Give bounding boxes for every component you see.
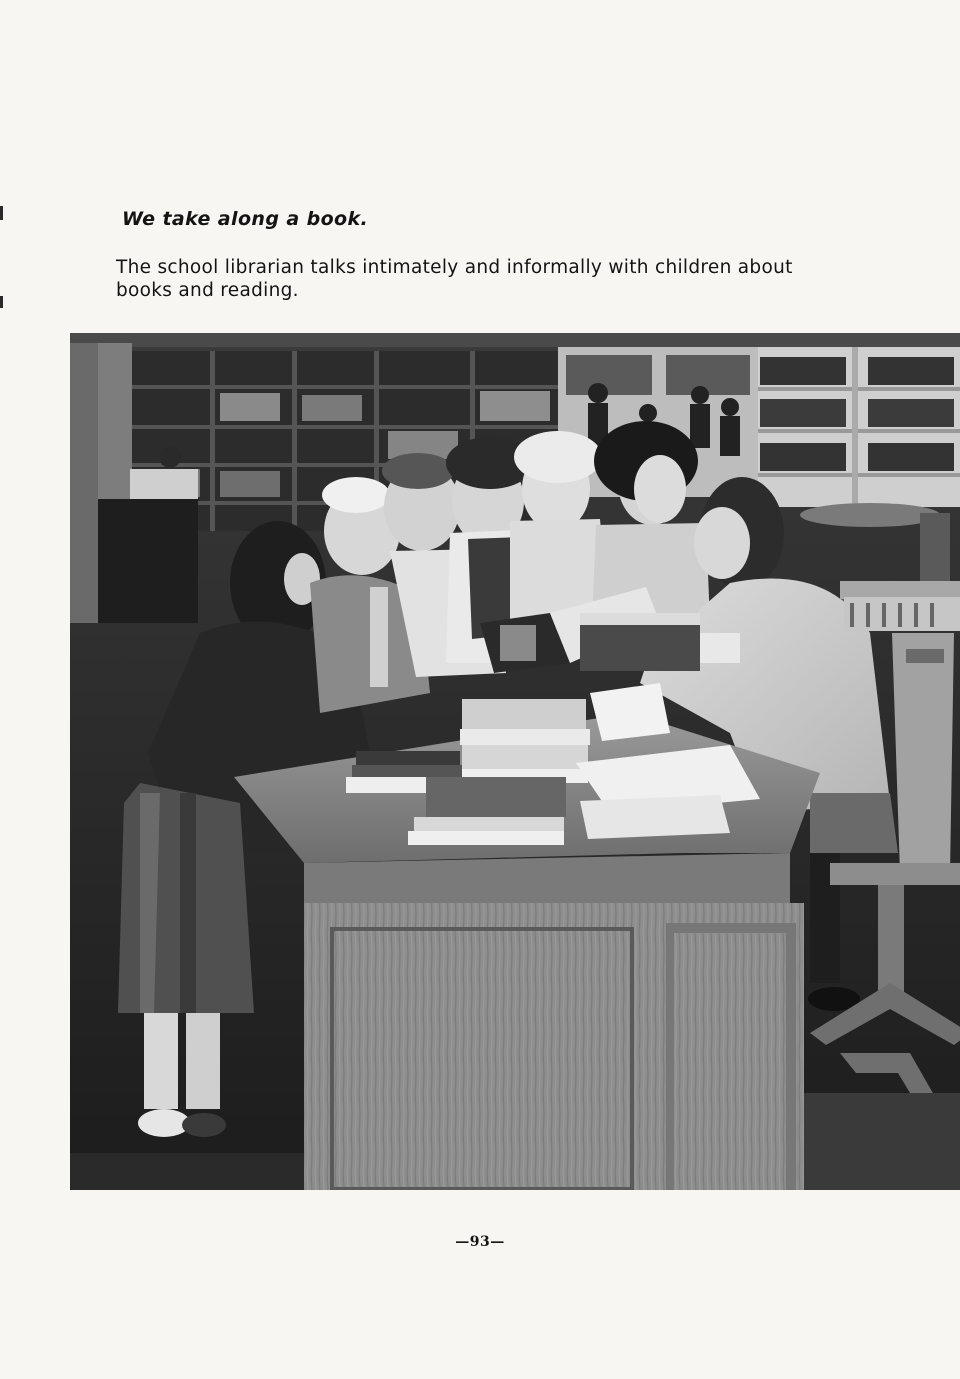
binding-mark [0,296,3,308]
library-photo [70,333,960,1190]
photo-caption: The school librarian talks intimately and informally with children about books and reading. [116,257,793,301]
section-heading: We take along a book. [122,208,369,230]
binding-mark [0,206,3,220]
page-number: —93— [455,1234,505,1250]
library-photo-icon [70,333,960,1190]
